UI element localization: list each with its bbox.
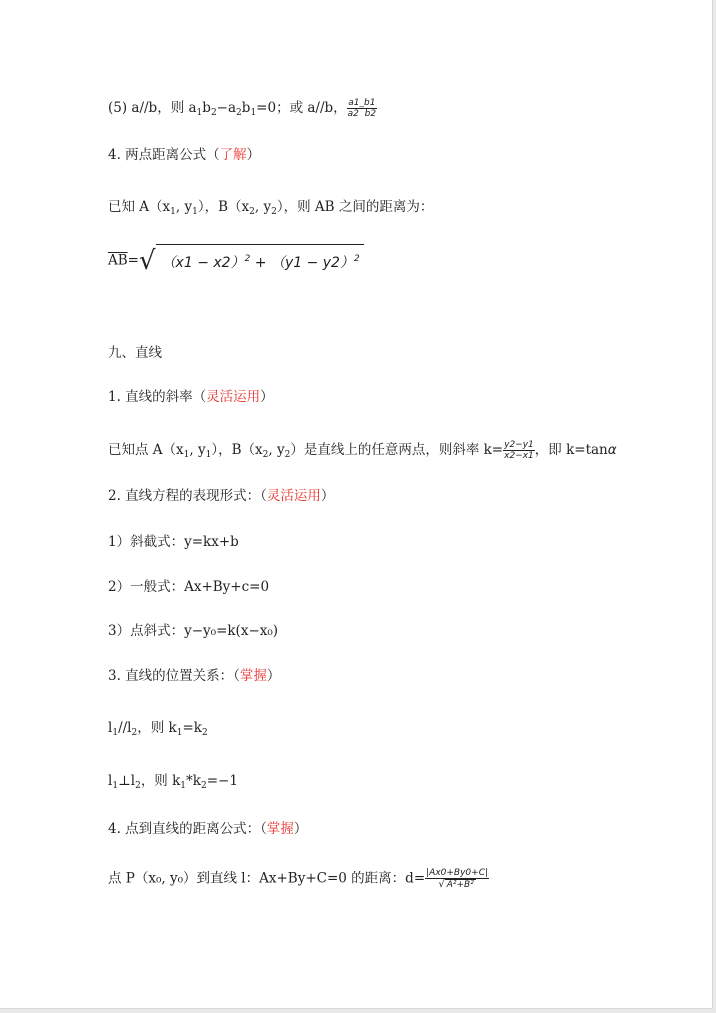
ratio-fraction xyxy=(347,98,377,119)
distance-fraction: $\frac{|Ax0+By0+C|}{\text{√ A²+B²}}$ xyxy=(426,868,489,890)
section-heading-line-relations: 3. 直线的位置关系：（掌握） xyxy=(108,668,281,684)
slope-fraction: $\frac{y2-y1}{x2-x1}$ xyxy=(504,440,534,461)
subscript: 2 xyxy=(236,108,242,118)
distance-premise: 已知 $A(x_1$, $y_1$），$B(x_2$, $y_2$），则 AB 之间的距离为： xyxy=(108,199,434,217)
text: b xyxy=(202,100,211,116)
section-heading-slope: 1. 直线的斜率（灵活运用） xyxy=(108,389,274,405)
section-heading-point-line-distance: 4. 点到直线的距离公式：（掌握） xyxy=(108,821,308,837)
section-heading-line-equations: 2. 直线方程的表现形式：（灵活运用） xyxy=(108,488,335,504)
tag-master: 掌握 xyxy=(266,821,294,837)
square-root: √ $(x1 - x2)^2 + (y1 - y2)^2$ xyxy=(139,244,364,278)
text: (5) a//b，则 a xyxy=(108,100,197,116)
chapter-heading-lines: 九、直线 xyxy=(108,345,162,361)
subscript: 1 xyxy=(196,108,203,118)
tag-flexible-use: 灵活运用 xyxy=(206,389,261,405)
point-line-distance-formula: 点 P（x₀, y₀）到直线 l：Ax+By+C=0 的距离：d= $\frac{|Ax0+By0+C|}{\text{√ A²+B²}}$ xyxy=(108,868,489,890)
tag-master: 掌握 xyxy=(239,668,267,684)
perpendicular-condition: $l_1\perp l_2$，则 $k_1*k_2=-1$ xyxy=(108,773,238,791)
slope-intercept-form: 1）斜截式：y=kx+b xyxy=(108,534,239,550)
parallel-condition: $l_1//l_2$，则 $k_1=k_2$ xyxy=(108,720,208,738)
point-slope-form: 3）点斜式：y−y₀=k(x−x₀) xyxy=(108,623,279,639)
text: =0；或 a//b， xyxy=(256,100,347,116)
distance-formula: $\overline{AB}=√$ $(x1 - x2)^2 + (y1 - y2)^2$ xyxy=(108,244,364,278)
subscript: 1 xyxy=(250,108,257,118)
subscript: 2 xyxy=(210,108,217,118)
tag-understand: 了解 xyxy=(219,147,247,163)
text: −a xyxy=(216,100,237,116)
vector-parallel-condition xyxy=(108,98,377,119)
fraction-numerator: a1_b1 xyxy=(348,98,376,108)
segment-ab: $\overline{AB}$ xyxy=(108,252,128,269)
tag-flexible-use: 灵活运用 xyxy=(266,488,321,504)
slope-formula: 已知点 $A(x_1$, $y_1$），$B(x_2$, $y_2$）是直线上的任意两点，则斜率 k= $\frac{y2-y1}{x2-x1}$ ，即 k=tanα xyxy=(108,440,617,461)
fraction-denominator: a2 b2 xyxy=(347,109,377,119)
text: b xyxy=(241,100,251,116)
general-form: 2）一般式：Ax+By+c=0 xyxy=(108,579,270,595)
section-heading-distance-formula: 4. 两点距离公式（了解） xyxy=(108,147,261,163)
